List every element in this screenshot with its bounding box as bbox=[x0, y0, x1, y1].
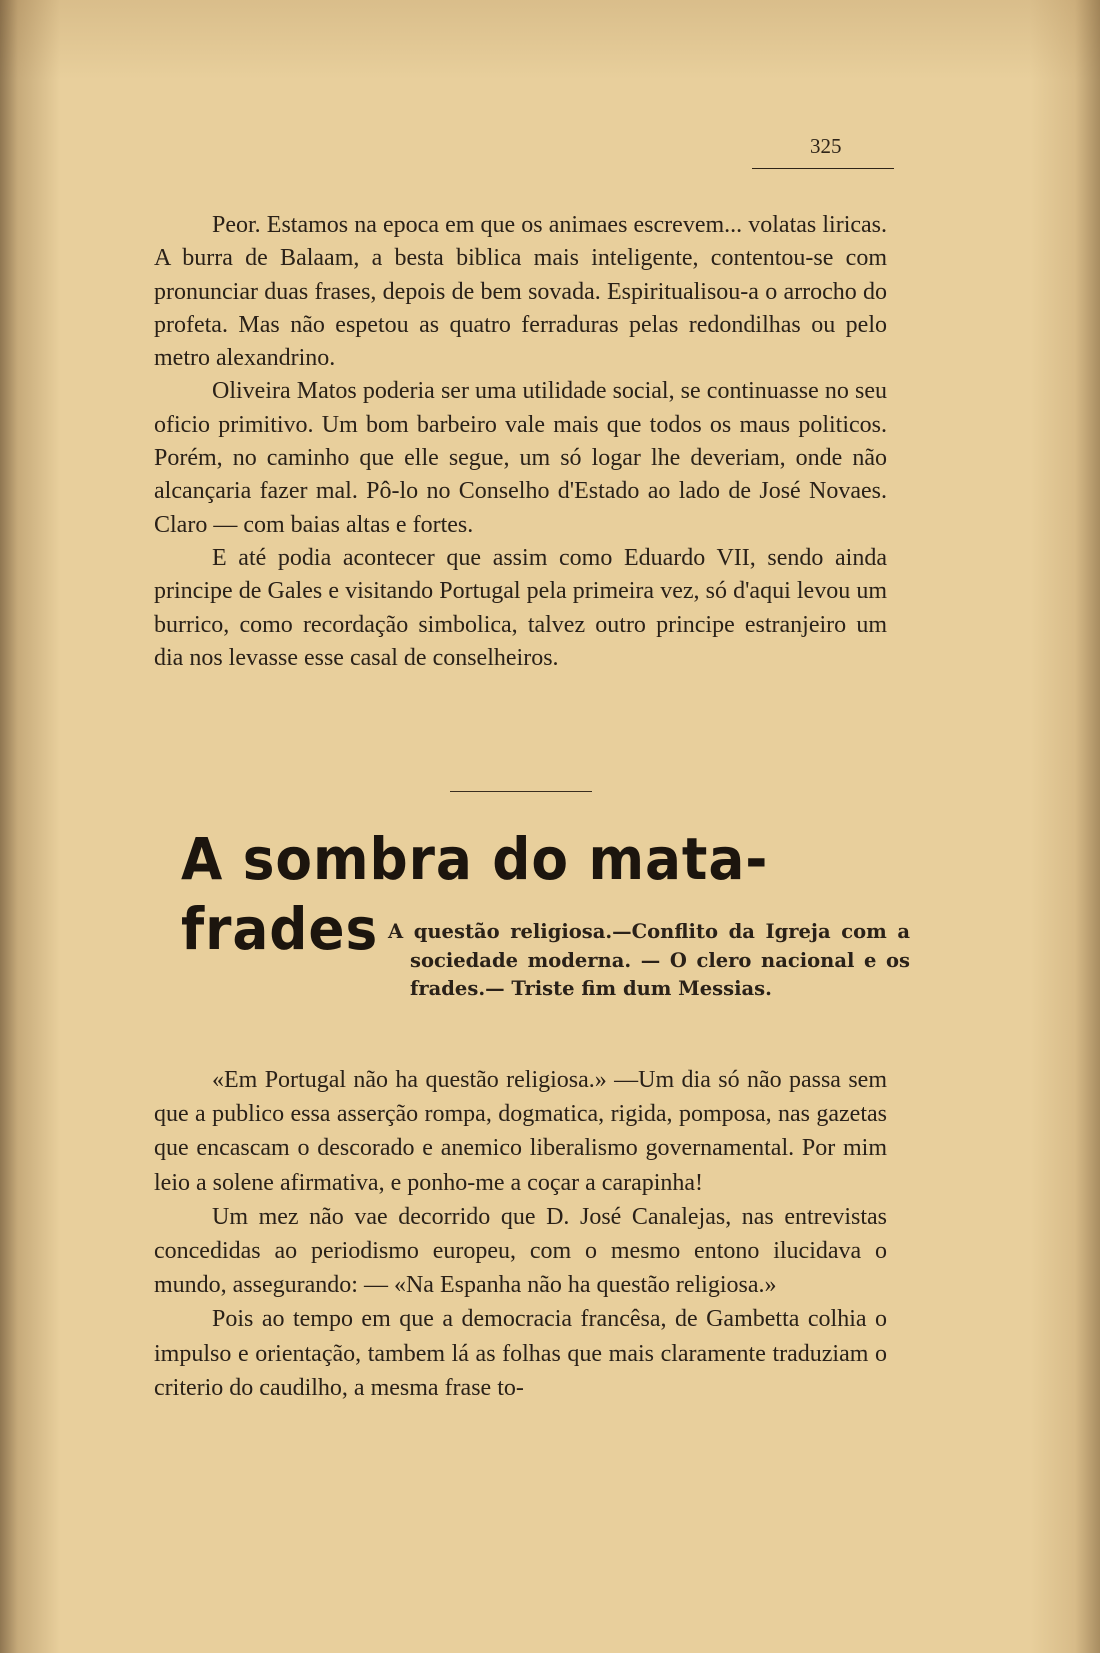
section-divider bbox=[450, 791, 592, 792]
paragraph: Oliveira Matos poderia ser uma utilidade social, se continuasse no seu oficio primitivo. Um bom barbeiro vale mais que todos os maus politicos. Porém, no caminho que elle segue, um só logar lhe deveriam, onde não alcançaria fazer mal. Pô-lo no Conselho d'Estado ao lado de José Novaes. Claro — com baias altas e fortes. bbox=[154, 378, 887, 538]
paragraph: Pois ao tempo em que a democracia francêsa, de Gambetta colhia o impulso e orientação, tambem lá as folhas que mais claramente traduziam o criterio do caudilho, a mesma frase to- bbox=[154, 1306, 887, 1401]
paragraph: E até podia acontecer que assim como Eduardo VII, sendo ainda principe de Gales e visitando Portugal pela primeira vez, só d'aqui levou um burrico, como recordação simbolica, talvez outro principe estranjeiro um dia nos levasse esse casal de conselheiros. bbox=[154, 544, 887, 671]
text-block-bottom bbox=[154, 1063, 887, 1405]
chapter-summary: A questão religiosa.—Conflito da Igreja com a sociedade moderna. — O clero nacional e os frades.— Triste fim dum Messias. bbox=[388, 920, 910, 1000]
paragraph: Um mez não vae decorrido que D. José Canalejas, nas entrevistas concedidas ao periodismo europeu, com o mesmo entono ilucidava o mundo, assegurando: — «Na Espanha não ha questão religiosa.» bbox=[154, 1203, 887, 1299]
section-title: A sombra do mata-frades bbox=[181, 825, 769, 963]
paragraph: Peor. Estamos na epoca em que os animaes escrevem... volatas liricas. A burra de Balaam, a besta biblica mais inteligente, contentou-se com pronunciar duas frases, depois de bem sovada. Espiritualisou-a o arrocho do profeta. Mas não espetou as quatro ferraduras pelas redondilhas ou pelo metro alexandrino. bbox=[154, 212, 887, 372]
page-number: 325 bbox=[810, 134, 842, 158]
paragraph: «Em Portugal não ha questão religiosa.» —Um dia só não passa sem que a publico essa asserção rompa, dogmatica, rigida, pomposa, nas gazetas que encascam o descorado e anemico liberalismo governamental. Por mim leio a solene afirmativa, e ponho-me a coçar a carapinha! bbox=[154, 1067, 887, 1196]
header-rule bbox=[752, 168, 894, 169]
text-block-top bbox=[154, 209, 887, 675]
